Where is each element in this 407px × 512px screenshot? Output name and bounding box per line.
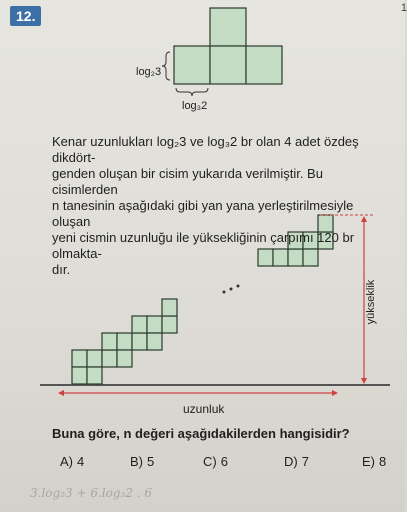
answer-choices <box>60 454 395 474</box>
choice-d[interactable]: D) 7 <box>284 454 309 469</box>
left-staircase <box>72 299 177 384</box>
paragraph-line-3: n tanesinin aşağıdaki gibi yan yana yerleştirilmesiyle oluşan <box>52 198 354 229</box>
choice-e[interactable]: E) 8 <box>362 454 387 469</box>
height-brace <box>162 52 170 80</box>
width-label: log₃2 <box>182 100 208 112</box>
yukseklik-label-wrap <box>360 276 380 336</box>
handwritten-note: 3.log₂3 + 6.log₃2 . 6 <box>30 486 153 500</box>
paragraph-line-1: Kenar uzunlukları log₂3 ve log₃2 br olan 4 adet özdeş dikdört- <box>52 134 359 165</box>
ellipsis-dots <box>223 285 240 294</box>
uzunluk-label: uzunluk <box>183 402 225 416</box>
width-brace <box>176 88 208 96</box>
top-cell-4 <box>246 46 282 84</box>
paragraph-line-4: yeni cismin uzunluğu ile yüksekliğinin çarpımı 120 br olmakta- <box>52 230 355 261</box>
choice-c[interactable]: C) 6 <box>203 454 228 469</box>
yukseklik-label: yükseklik <box>365 279 377 325</box>
paragraph-line-5: dır. <box>52 262 71 277</box>
choice-a[interactable]: A) 4 <box>60 454 85 469</box>
height-label: log₂3 <box>136 66 162 78</box>
question-text: Buna göre, n değeri aşağıdakilerden hangisidir? <box>52 426 350 441</box>
top-cell-3 <box>210 46 246 84</box>
paragraph-line-2: genden oluşan bir cisim yukarıda verilmiştir. Bu cisimlerden <box>52 166 323 197</box>
question-number: 12. <box>10 6 41 26</box>
top-cell-2 <box>174 46 210 84</box>
top-figure <box>162 8 282 96</box>
problem-paragraph <box>52 134 372 278</box>
corner-page-number: 1 <box>400 2 407 14</box>
top-cell-1 <box>210 8 246 46</box>
choice-b[interactable]: B) 5 <box>130 454 155 469</box>
